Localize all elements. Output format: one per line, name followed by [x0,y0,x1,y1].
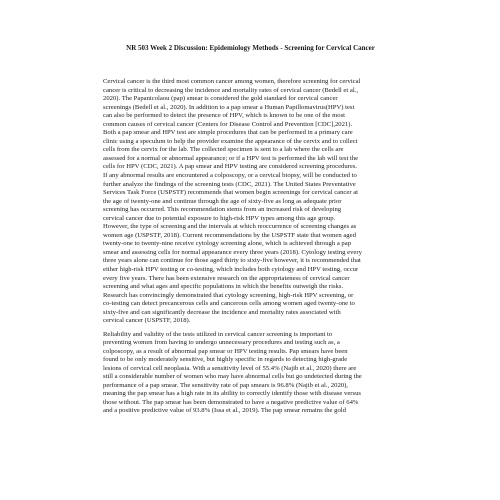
text-line: co-testing can detect precancerous cells and cancerous cells among women aged twenty-one to [103,300,355,308]
text-line: screening and what ages and specific populations in which the benefits outweigh the risks. [103,283,344,291]
document-title: NR 503 Week 2 Discussion: Epidemiology Methods - Screening for Cervical Cancer [126,44,375,52]
text-line: Cervical cancer is the third most common cancer among women, therefore screening for cervical [103,78,361,85]
text-line: cells for HPV (CDC, 2021). A pap smear and HPV testing are considered screening procedures. [103,163,358,171]
text-line: can also be performed to detect the presence of HPV, which is known to be one of the most [103,112,346,120]
text-line: the age of twenty-one and continue through the age of sixty-five as long as adequate prior [103,197,342,205]
text-line: Research has convincingly demonstrated that cytology screening, high-risk HPV screening, or [103,291,354,299]
paragraph [103,78,398,326]
text-line: lesions of cervical cell neoplasia. With a sensitivity level of 55.4% (Najib et al., 2020) there are [103,364,357,372]
text-line: screenings (Bedell et al., 2020). In addition to a pap smear a Human Papillomavirus(HPV) test [103,103,355,111]
text-line: Both a pap smear and HPV test are simple procedures that can be performed in a primary care [103,129,353,137]
text-line: cervical cancer (USPSTF, 2018). [103,317,191,325]
text-line: performance of a pap smear. The sensitivity rate of pap smears is 96.8% (Najib et al., 2020), [103,381,348,389]
text-line: twenty-one to twenty-nine receive cytology screening alone, which is achieved through a pap [103,240,352,248]
text-line: still a considerable number of women who may have abnormal cells but go undetected during the [103,373,362,381]
text-line: every five years. There has been extensive research on the appropriateness of cervical cancer [103,274,350,282]
text-line: women age (USPSTF, 2018). Current recommendations by the USPSTF state that women aged [103,231,356,239]
text-line: preventing women from having to undergo unnecessary procedures and testing such as, a [103,339,340,347]
text-line: three years alone can continue for those aged thirty to sixty-five however, it is recommended that [103,257,361,265]
paragraph [103,331,398,416]
text-line: further analyze the findings of the screening tests (CDC, 2021). The United States Preventative [103,180,356,188]
text-line: found to be only moderately sensitive, but highly specific in regards to detecting high-grade [103,356,348,364]
text-line: common causes of cervical cancer (Centers for Disease Control and Prevention [CDC],2021). [103,120,353,128]
document-body [103,78,398,416]
text-line: colposcopy, as a result of abnormal pap smear or HPV testing results. Pap smears have been [103,347,348,355]
text-line: Reliability and validity of the tests utilized in cervical cancer screening is important to [103,330,333,338]
text-line: smear and assessing cells for normal appearance every three years (2018). Cytology testing every [103,248,362,256]
text-line: 2020). The Papanicolaou (pap) smear is considered the gold standard for cervical cancer [103,95,338,103]
text-line: those without. The pap smear has been demonstrated to have a negative predictive value of 64% [103,398,359,406]
text-line: and a positive predictive value of 93.8% (Issa et al., 2019). The pap smear remains the gold [103,407,346,415]
text-line: either high-risk HPV testing or co-testing, which includes both cytology and HPV testing, occur [103,266,359,274]
text-line: meaning the pap smear has a high rate in its ability to correctly identify those with disease versus [103,390,361,398]
text-line: clinic using a speculum to help the provider examine the appearance of the cervix and to collect [103,137,358,145]
text-line: If any abnormal results are encountered a colposcopy, or a cervical biopsy, will be conducted to [103,172,357,180]
text-line: screening has occurred. This recommendation stems from an increased risk of developing [103,206,342,214]
text-line: cancer is critical to decreasing the incidence and mortality rates of cervical cancer (Bedell et al., [103,86,358,94]
text-line: cells from the cervix for the lab. The collected specimen is sent to a lab where the cells are [103,146,344,154]
text-line: However, the type of screening and the intervals at which reoccurrence of screening changes as [103,223,357,231]
text-line: assessed for a normal or abnormal appearance; or if a HPV test is performed the lab will test the [103,154,359,162]
text-line: cervical cancer due to potential exposure to high-risk HPV types among this age group. [103,214,336,222]
text-line: sixty-five and can significantly decrease the incidence and mortality rates associated with [103,308,341,316]
text-line: Services Task Force (USPSTF) recommends that women begin screenings for cervical cancer at [103,189,358,197]
